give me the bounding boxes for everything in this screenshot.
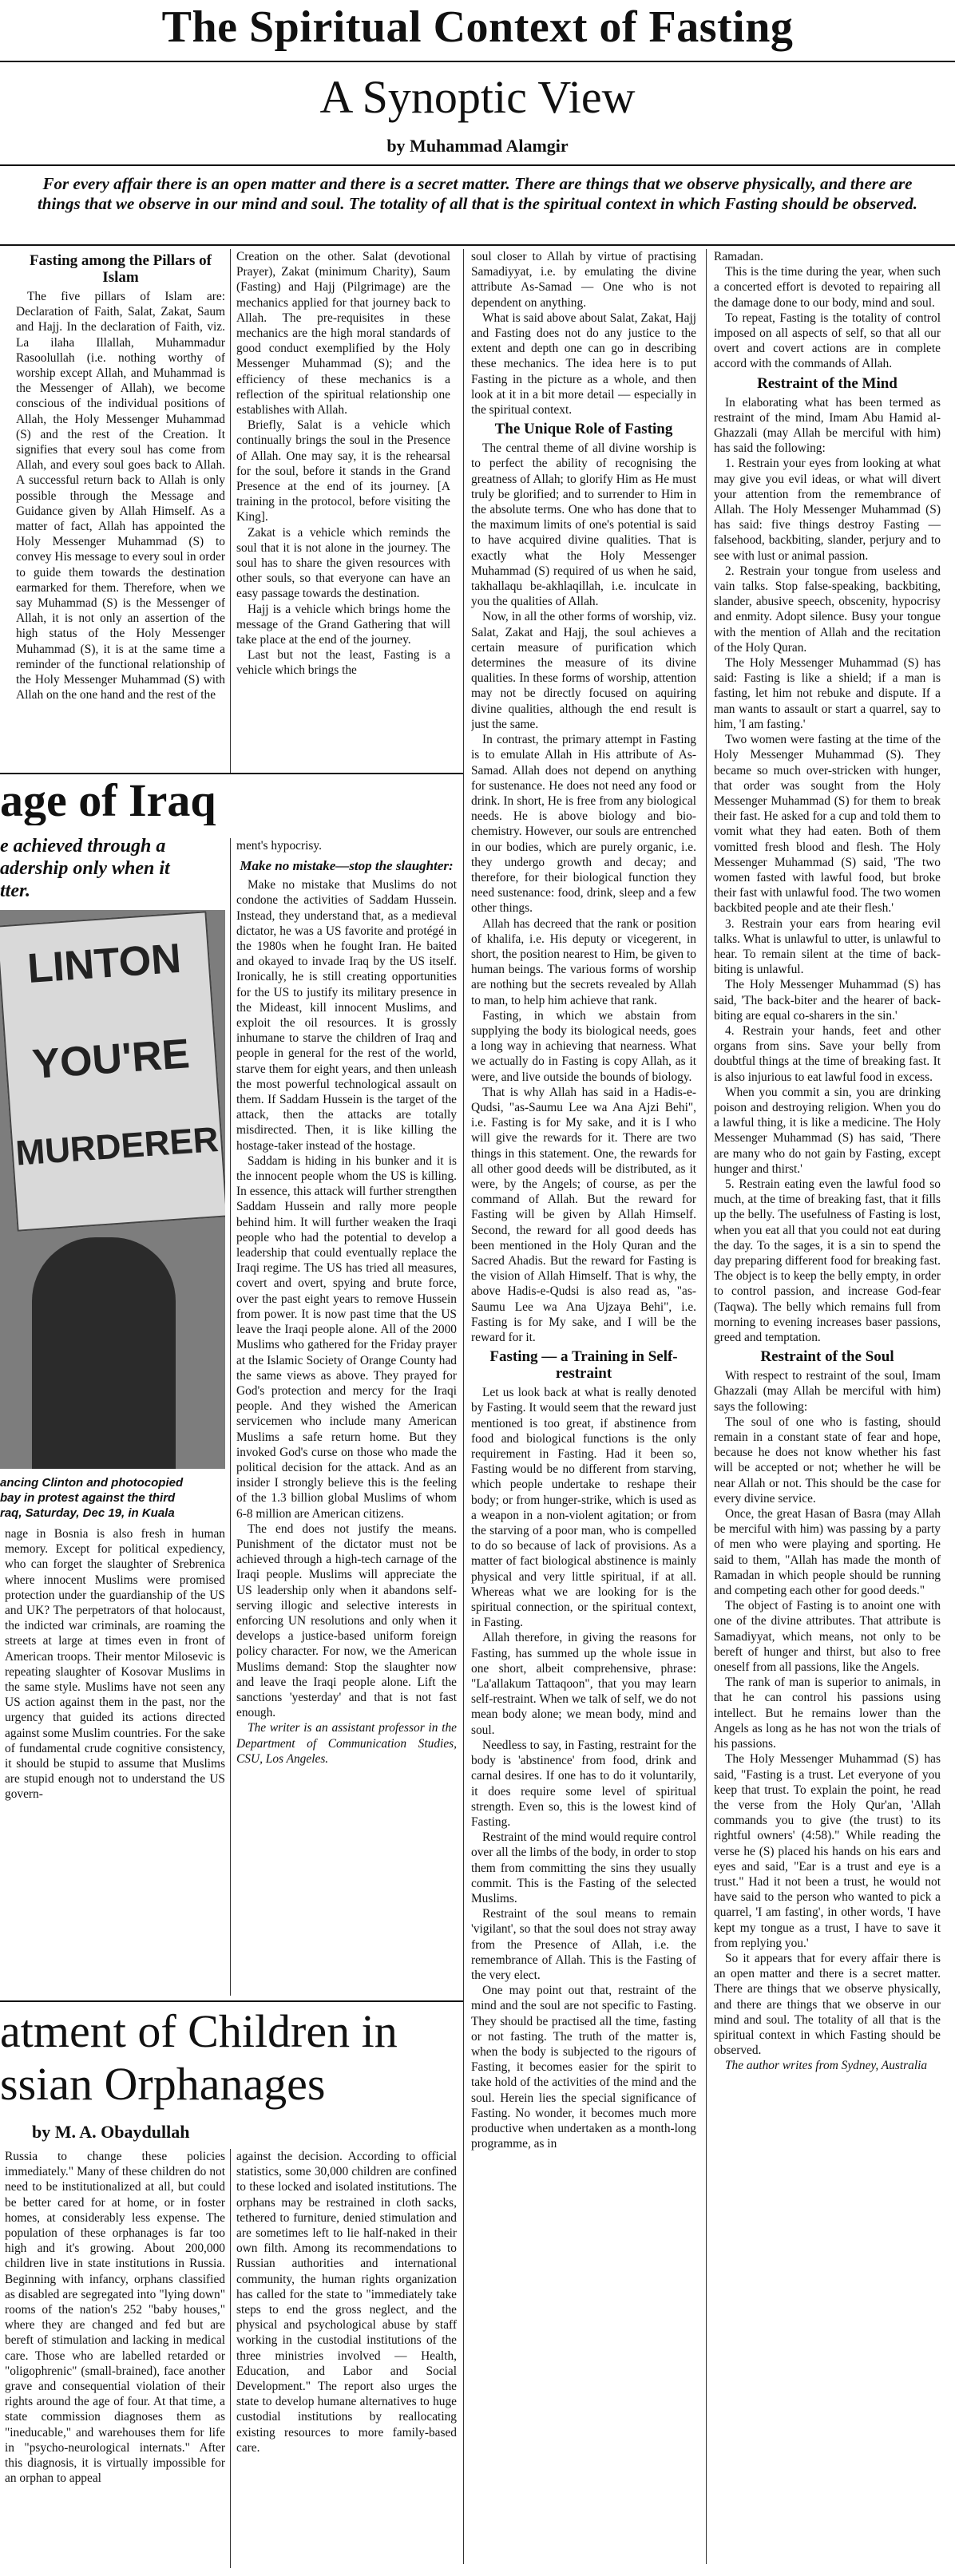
iraq-deck <box>0 835 224 902</box>
paragraph: The Holy Messenger Muhammad (S) has said: Fasting is like a shield; if a man is fasting, let him not rebuke and dispute. If a man wants to assault or start a quarrel, say to him, 'I am fasting.' <box>714 656 941 731</box>
paragraph: So it appears that for every affair there is an open matter and there is a secret matter. There are things that we observe physically, and there are things that we observe in our mind and soul. The totality of all that is the spiritual context in which Fasting should be observed. <box>714 1951 941 2058</box>
deck-bottom-rule <box>0 244 955 246</box>
column-divider <box>230 249 231 773</box>
paragraph: With respect to restraint of the soul, Imam Ghazzali (may Allah be merciful with him) says the following: <box>714 1369 941 1414</box>
iraq-deck-line: e achieved through a <box>0 836 166 857</box>
paragraph: ment's hypocrisy. <box>236 839 322 853</box>
paragraph: What is said above about Salat, Zakat, Hajj and Fasting does not do any justice to the extent and depth one can go in describing these mechanics. The idea here is to put Fasting in the picture as a whole, and then look at it in a bit more detail — especially in the spiritual context. <box>471 311 696 417</box>
iraq-subhead: Make no mistake—stop the slaughter: <box>240 858 454 874</box>
paragraph: 2. Restrain your tongue from useless and vain talks. Stop false-speaking, backbiting, slander, abusive speech, obscenity, hypocrisy and enmity. Adopt silence. Busy your tongue with the mention of Allah and the recitation of the Holy Quran. <box>714 564 941 655</box>
article-byline: by Muhammad Alamgir <box>386 136 569 156</box>
sign-text: LINTON <box>26 935 183 992</box>
article-title: The Spiritual Context of Fasting <box>161 2 794 52</box>
main-column-3 <box>471 249 696 2568</box>
paragraph: 5. Restrain eating even the lawful food so much, at the time of breaking fast, that it fills up the belly. The usefulness of Fasting is lost, when you eat all that you could not eat during the day. To the sages, it is a sin to spend the day preparing different food for breaking fast. The object is to keep the belly empty, in order to control passion, and increase God-fear (Taqwa). The belly which remains full from morning to evening increases baser passions, greed and temptation. <box>714 1177 941 1345</box>
paragraph: This is the time during the year, when such a concerted effort is devoted to repairing all the damage done to our body, mind and soul. <box>714 265 941 310</box>
paragraph: When you commit a sin, you are drinking poison and destroying religion. When you do a lawful thing, it is like a medicine. The Holy Messenger Muhammad (S) has said, 'There are many who do not gain by Fasting, except hunger and thirst.' <box>714 1085 941 1176</box>
section-heading-restraint-mind: Restraint of the Mind <box>757 374 898 392</box>
paragraph: Fasting, in which we abstain from supplying the body its biological needs, goes a long way in achieving that nearness. What we actually do in Fasting is copy Allah, as it were, and live outside the bounds of biology. <box>471 1008 696 1084</box>
main-column-4 <box>714 249 941 2568</box>
main-column-2 <box>236 249 450 772</box>
iraq-top-rule <box>0 773 463 774</box>
section-heading-unique-role: The Unique Role of Fasting <box>494 421 673 438</box>
author-signoff: The author writes from Sydney, Australia <box>725 2059 928 2073</box>
paragraph: One may point out that, restraint of the mind and the soul are not specific to Fasting. They should be practised all the time, fasting or not fasting. The truth of the matter is, when the body is subjected to the rigours of Fasting, it becomes easier for the spirit to take hold of the activities of the mind and the soul. Herein lies the special significance of Fasting. No wonder, it becomes much more productive when undertaken as a month-long programme, as in <box>471 1984 696 2151</box>
paragraph: Creation on the other. Salat (devotional Prayer), Zakat (minimum Charity), Saum (Fasting) and Hajj (Pilgrimage) are the mechanics applied for that journey back to Allah. The pre-requisites in these mechanics are the high moral standards of good conduct exemplified by the Holy Messenger Muhammad (S); and the efficiency of these mechanics is a reflection of the spiritual relationship one establishes with Allah. <box>236 250 450 417</box>
iraq-deck-line: adership only when it <box>0 858 170 879</box>
paragraph: Two women were fasting at the time of the Holy Messenger Muhammad (S). They became so much over-stricken with hunger, that order was sought from the Holy Messenger Muhammad (S) for them to break their fast. He asked for a cup and told them to vomit what they had eaten. Both of them vomitted fresh blood and flesh. The Holy Messenger Muhammad (S) said, 'The two women fasted with lawful food, but broke their fast with unlawful food. The two women backbited people and ate their flesh.' <box>714 733 941 916</box>
protester-figure <box>32 1237 176 1469</box>
photo-caption <box>0 1475 225 1521</box>
paragraph: The five pillars of Islam are: Declaration of Faith, Salat, Zakat, Saum and Hajj. In the declaration of Faith, viz. La ilaha Illallah, Muhammadur Rasoolullah (i.e. nothing worthy of worship except Allah, and Muhammad is the Messenger of Allah), we become conscious of the individual positions of Allah, the Holy Messenger Muhammad (S) and the rest of the Creation. It signifies that every soul has come from Allah, and every soul goes back to Allah. A successful return back to Allah is only possible through the Message and Guidance given by Allah Himself. As a matter of fact, Allah has appointed the Holy Messenger Muhammad (S) to convey His message to every soul in order to guide them towards the destination earmarked for them. Therefore, when we say Muhammad (S) is the Messenger of Allah, it is not only an assertion of the high status of the Holy Messenger Muhammad (S), it is at the same time a reminder of the functional relationship of the Holy Messenger Muhammad (S) with Allah on the one hand and the rest of the <box>16 290 225 702</box>
deck-top-rule <box>0 164 955 166</box>
paragraph: Zakat is a vehicle which reminds the soul that it is not alone in the journey. The soul has to share the given resources with other souls, so that everyone can have an easy passage towards the destination. <box>236 525 450 601</box>
paragraph: In elaborating what has been termed as restraint of the mind, Imam Abu Hamid al-Ghazzali (may Allah be merciful with him) has said the following: <box>714 395 941 456</box>
section-heading-restraint-soul: Restraint of the Soul <box>760 1348 894 1366</box>
paragraph: Restraint of the soul means to remain 'vigilant', so that the soul does not stray away from the Presence of Allah, i.e. the remembrance of Allah. This is the Fasting of the very elect. <box>471 1907 696 1982</box>
paragraph: Hajj is a vehicle which brings home the message of the Grand Gathering that will take place at the end of the journey. <box>236 602 450 647</box>
paragraph: Last but not the least, Fasting is a vehicle which brings the <box>236 648 450 678</box>
paragraph: Make no mistake that Muslims do not condone the activities of Saddam Hussein. Instead, they understand that, as a medieval dictator, he was a US favorite and protégé in the 1980s when he fought Iran. He baited and okayed to invade Iraq by the US itself. Ironically, he is still creating opportunities for the US to justify its military presence in the Mideast, kill innocent Muslims, and exploit the oil resources. It is grossly inhumane to starve the children of Iraq and people in general for the rest of the world, starve them for eight years, and then unleash the most powerful technological assault on them. If Saddam Hussein is the target of the attack, then the attacks are totally misdirected. Then, it is like killing the hostage-taker instead of the hostage. <box>236 878 457 1153</box>
paragraph: 1. Restrain your eyes from looking at what may give you evil ideas, or what will divert your attention from the remembrance of Allah. The Holy Messenger Muhammad (S) has said: five things destroy Fasting — falsehood, backbiting, slander, perjury and to see with lust or animal passion. <box>714 457 941 563</box>
paragraph: Let us look back at what is really denoted by Fasting. It would seem that the reward just mentioned is too great, if abstinence from food and biological functions is the only requirement in Fasting. Had it been so, Fasting would be no different from starving, which people undertake to reshape their body; or from hunger-strike, which is used as a weapon in a non-violent agitation; or from the starving of a poor man, who is compelled to do so because of lack of provisions. As a matter of fact biological abstinence is mainly physical and very little spiritual, if at all. Whereas what we are looking for is the spiritual connection, or the spiritual context, in Fasting. <box>471 1386 696 1630</box>
paragraph: The rank of man is superior to animals, in that he can control his passions using intellect. But he remains lower than the Angels as long as he has not won the trials of his passions. <box>714 1676 941 1751</box>
iraq-column-right <box>236 838 457 1996</box>
paragraph: That is why Allah has said in a Hadis-e-Qudsi, "as-Saumu Lee wa Ana Ajzi Behi", i.e. Fasting is for My sake, and it is I who will give the rewards for it. There are two things in this statement. One, the rewards for all other good deeds will be distributed, as it were, by the Angels; of course, as per the command of Allah. But the reward for Fasting will be given by Allah Himself. Second, the reward for all good deeds has been mentioned in the Holy Quran and the Sacred Ahadis. But the reward for Fasting is the vision of Allah Himself. That is why, the above Hadis-e-Qudsi is also read as, "as-Saumu Lee wa Ana Ujzaya Behi", i.e. Fasting is for My sake, and I will be the reward for it. <box>471 1085 696 1345</box>
section-heading-pillars: Fasting among the Pillars of Islam <box>30 252 212 286</box>
article-subtitle: A Synoptic View <box>319 71 636 123</box>
paragraph: The Holy Messenger Muhammad (S) has said, "Fasting is a trust. Let everyone of you keep that trust. To explain the point, he read the verse from the Holy Qur'an, 'Allah commands you to give (the trust) to its rightful owners' (4:58)." While reading the verse he (S) placed his hands on his ears and eyes and said, "Ear is a trust and eye is a trust." Had it not been a trust, he would not have said to the person who wanted to pick a quarrel, 'I am fasting', in other words, 'I have kept my tongue as a trust, I have to save it from replying you.' <box>714 1752 941 1950</box>
paragraph: Restraint of the mind would require control over all the limbs of the body, in order to stop them from committing the sins they usually commit. This is the Fasting of the selected Muslims. <box>471 1830 696 1905</box>
paragraph: Allah has decreed that the rank or position of khalifa, i.e. His deputy or vicegerent, in short, the position nearest to Him, be given to human beings. The various forms of worship are nothing but the secrets revealed by Allah to man, to help him achieve that rank. <box>471 916 696 1007</box>
section-heading-self-restraint: Fasting — a Training in Self-restraint <box>489 1348 678 1383</box>
sign-text: MURDERER <box>14 1119 220 1173</box>
paragraph: Briefly, Salat is a vehicle which continually brings the soul in the Presence of Allah. One may say, it is the rehearsal for the soul, before it stands in the Grand Presence at the end of its journey. [A training in the protocol, before visiting the King]. <box>236 418 450 524</box>
iraq-headline: age of Iraq <box>0 776 216 825</box>
protest-sign <box>0 911 225 1231</box>
protest-photo <box>0 910 225 1469</box>
orphan-headline-line: ssian Orphanages <box>0 2058 326 2110</box>
paragraph: The end does not justify the means. Punishment of the dictator must not be achieved through a high-tech carnage of the Iraqi people. Muslims will appreciate the US leadership only when it abandons self-serving illogic and selective interests in enforcing UN resolutions and only when it develops a justice-based uniform foreign policy character. For now, we the American Muslims demand: Stop the slaughter now and leave the Iraqi people alone. Lift the sanctions 'yesterday' and that is not fast enough. <box>236 1521 457 1720</box>
orphan-headline-line: atment of Children in <box>0 2005 398 2057</box>
caption-line: ancing Clinton and photocopied <box>0 1476 184 1490</box>
column-divider <box>463 249 464 2564</box>
paragraph: The central theme of all divine worship is to perfect the ability of recognising the greatness of Allah; to glorify Him as He must truly be glorified; and to surrender to Him in the absolute terms. One who has done that to the maximum limits of one's potential is said to have acquired divine qualities. That is exactly what the Holy Messenger Muhammad (S) required of us when he said, takhallaqu be-akhlaqillah, i.e. inculcate in you the qualities of Allah. <box>471 441 696 609</box>
article-deck: For every affair there is an open matter and there is a secret matter. There are things that we observe physically, and there are things that we observe in our mind and soul. The totality of all that is the spiritual context in which Fasting should be observed. <box>37 174 918 213</box>
paragraph: nage in Bosnia is also fresh in human memory. Except for political expediency, who can forget the slaughter of Srebrenica where innocent Muslims were promised protection under the guardianship of the US and UK? The perpetrators of that holocaust, the indicted war criminals, are roaming the streets at large at times even in front of American troops. Their mentor Milosevic is repeating slaughter of Kosovar Muslims in the same style. Muslims have not seen any US action against them in the past, nor the urgency that guided its actions directed against some Muslim countries. For the sake of fundamental crude cognitive consistency, it should be stupid to assume that Muslims are stupid enough not to understand the US govern- <box>5 1527 225 1802</box>
paragraph: The Holy Messenger Muhammad (S) has said, 'The back-biter and the hearer of back-biting are equal co-sharers in the sin.' <box>714 978 941 1023</box>
column-divider <box>230 2149 231 2568</box>
paragraph: against the decision. According to official statistics, some 30,000 children are confined to these locked and isolated institutions. The orphans may be restrained in cloth sacks, tethered to furniture, denied stimulation and are sometimes left to lie half-naked in their own filth. Among its recommendations to Russian authorities and international community, the human rights organization has called for the state to "immediately take steps to end the gross neglect, and the physical and psychological abuse by staff working in the custodial institutions of the three ministries involved — Health, Education, and Labor and Social Development." The report also urges the state to develop humane alternatives to huge custodial institutions by reallocating existing resources to more family-based care. <box>236 2150 457 2455</box>
paragraph: Russia to change these policies immediately." Many of these children do not need to be institutionalized at all, but could be better cared for at home, or in foster homes, at considerably less expense. The population of these orphanages is far too high and it's growing. About 200,000 children live in state institutions in Russia. Beginning with infancy, orphans classified as disabled are segregated into "lying down" rooms of the nation's 252 "baby houses," where they are changed and fed but are bereft of stimulation and lacking in medical care. Those who are labelled retarded or "oligophrenic" (small-brained), face another grave and consequential violation of their rights around the age of four. At that time, a state commission diagnoses them as "ineducable," and warehouses them for life in "psycho-neurological internats." After this diagnosis, it is virtually impossible for an orphan to appeal <box>5 2150 225 2486</box>
title-rule <box>0 61 955 62</box>
main-column-1 <box>16 249 225 772</box>
sign-text: YOU'RE <box>30 1031 192 1088</box>
paragraph: To repeat, Fasting is the totality of control imposed on all aspects of self, so that all our overt and covert actions are in complete accord with the commands of Allah. <box>714 311 941 371</box>
paragraph: The object of Fasting is to anoint one with one of the divine attributes. That attribute is Samadiyyat, which means, not only to be bereft of hunger and thirst, but also to free oneself from all passions, like the Angels. <box>714 1599 941 1675</box>
paragraph: Once, the great Hasan of Basra (may Allah be merciful with him) was passing by a party of men who were playing and sporting. He said to them, "Allah has made the month of Ramadan in which people should be running and competing each other for good deeds." <box>714 1507 941 1598</box>
iraq-deck-line: tter. <box>0 880 31 901</box>
caption-line: bay in protest against the third <box>0 1491 176 1505</box>
paragraph: Saddam is hiding in his bunker and it is the innocent people whom the US is killing. In essence, this attack will further strengthen Saddam Hussein and rally more people behind him. It will further weaken the Iraqi people who had the potential to develop a leadership that could eventually replace the Iraqi regime. The US has tried all measures, covert and overt, spying and brute force, over the past eight years to remove Hussein from power. It is now past time that the US leave the Iraqi people alone. All of the 2000 Muslims who gathered for the Friday prayer at the Islamic Society of Orange County had the same views as above. They prayed for God's protection and mercy for the Iraqi people. And they wished the American servicemen who include many American Muslims a safe return home. But they invoked God's curse on those who made the political decision for the attack. And as an insider I strongly believe this is the feeling of the 1.3 billion global Muslims of whom 6-8 million are American citizens. <box>236 1153 457 1521</box>
orphan-byline: by M. A. Obaydullah <box>32 2122 190 2142</box>
iraq-author-signoff: The writer is an assistant professor in the Department of Communication Studies, CSU, Los Angeles. <box>236 1721 457 1766</box>
paragraph: 3. Restrain your ears from hearing evil talks. What is unlawful to utter, is unlawful to hear. To remain silent at the time of back-biting is unlawful. <box>714 916 941 977</box>
iraq-column-left <box>5 1526 225 1997</box>
orphan-column-right <box>236 2149 457 2568</box>
paragraph: The soul of one who is fasting, should remain in a constant state of fear and hope, because he does not know whether his fast will be accepted or not; whether he will be near Allah or not. This should be the case for every divine service. <box>714 1415 941 1506</box>
paragraph: soul closer to Allah by virtue of practising Samadiyyat, i.e. by emulating the divine attribute As-Samad — One who is not dependent on anything. <box>471 250 696 310</box>
paragraph: Needless to say, in Fasting, restraint for the body is 'abstinence' from food, drink and carnal desires. If one has to do it voluntarily, it does require some level of spiritual strength. Even so, this is the lowest kind of Fasting. <box>471 1738 696 1829</box>
orphan-column-left <box>5 2149 225 2568</box>
paragraph: 4. Restrain your hands, feet and other organs from sins. Save your belly from doubtful things at the time of breaking fast. It is also injurious to eat lawful food in excess. <box>714 1023 941 1084</box>
paragraph: In contrast, the primary attempt in Fasting is to emulate Allah in His attribute of As-Samad. Allah does not depend on anything for sustenance. He does not need any food or drink. In short, He is free from any biological needs. He is above biology and bio-chemistry. However, our souls are entrenched in our bodies, which are purely organic, i.e. they undergo growth and decay; and therefore, for their biological function they need sustenance: food, drink, sleep and a few other things. <box>471 733 696 916</box>
caption-line: raq, Saturday, Dec 19, in Kuala <box>0 1506 175 1520</box>
column-divider <box>230 838 231 1996</box>
paragraph: Ramadan. <box>714 250 763 263</box>
orphan-headline <box>0 2005 447 2111</box>
column-divider <box>706 249 707 2564</box>
paragraph: Now, in all the other forms of worship, viz. Salat, Zakat and Hajj, the soul achieves a certain measure of purification which determines the measure of its divine qualities. In these forms of worship, attention may not be directly focused on aquiring divine qualities, although the end result is just the same. <box>471 610 696 731</box>
orphan-top-rule <box>0 2000 463 2002</box>
paragraph: Allah therefore, in giving the reasons for Fasting, has summed up the whole issue in one short, albeit comprehensive, phrase: "La'allakum Tattaqoon", that you may learn self-restraint. When we talk of self, we do not mean body alone; we mean body, mind and soul. <box>471 1631 696 1737</box>
